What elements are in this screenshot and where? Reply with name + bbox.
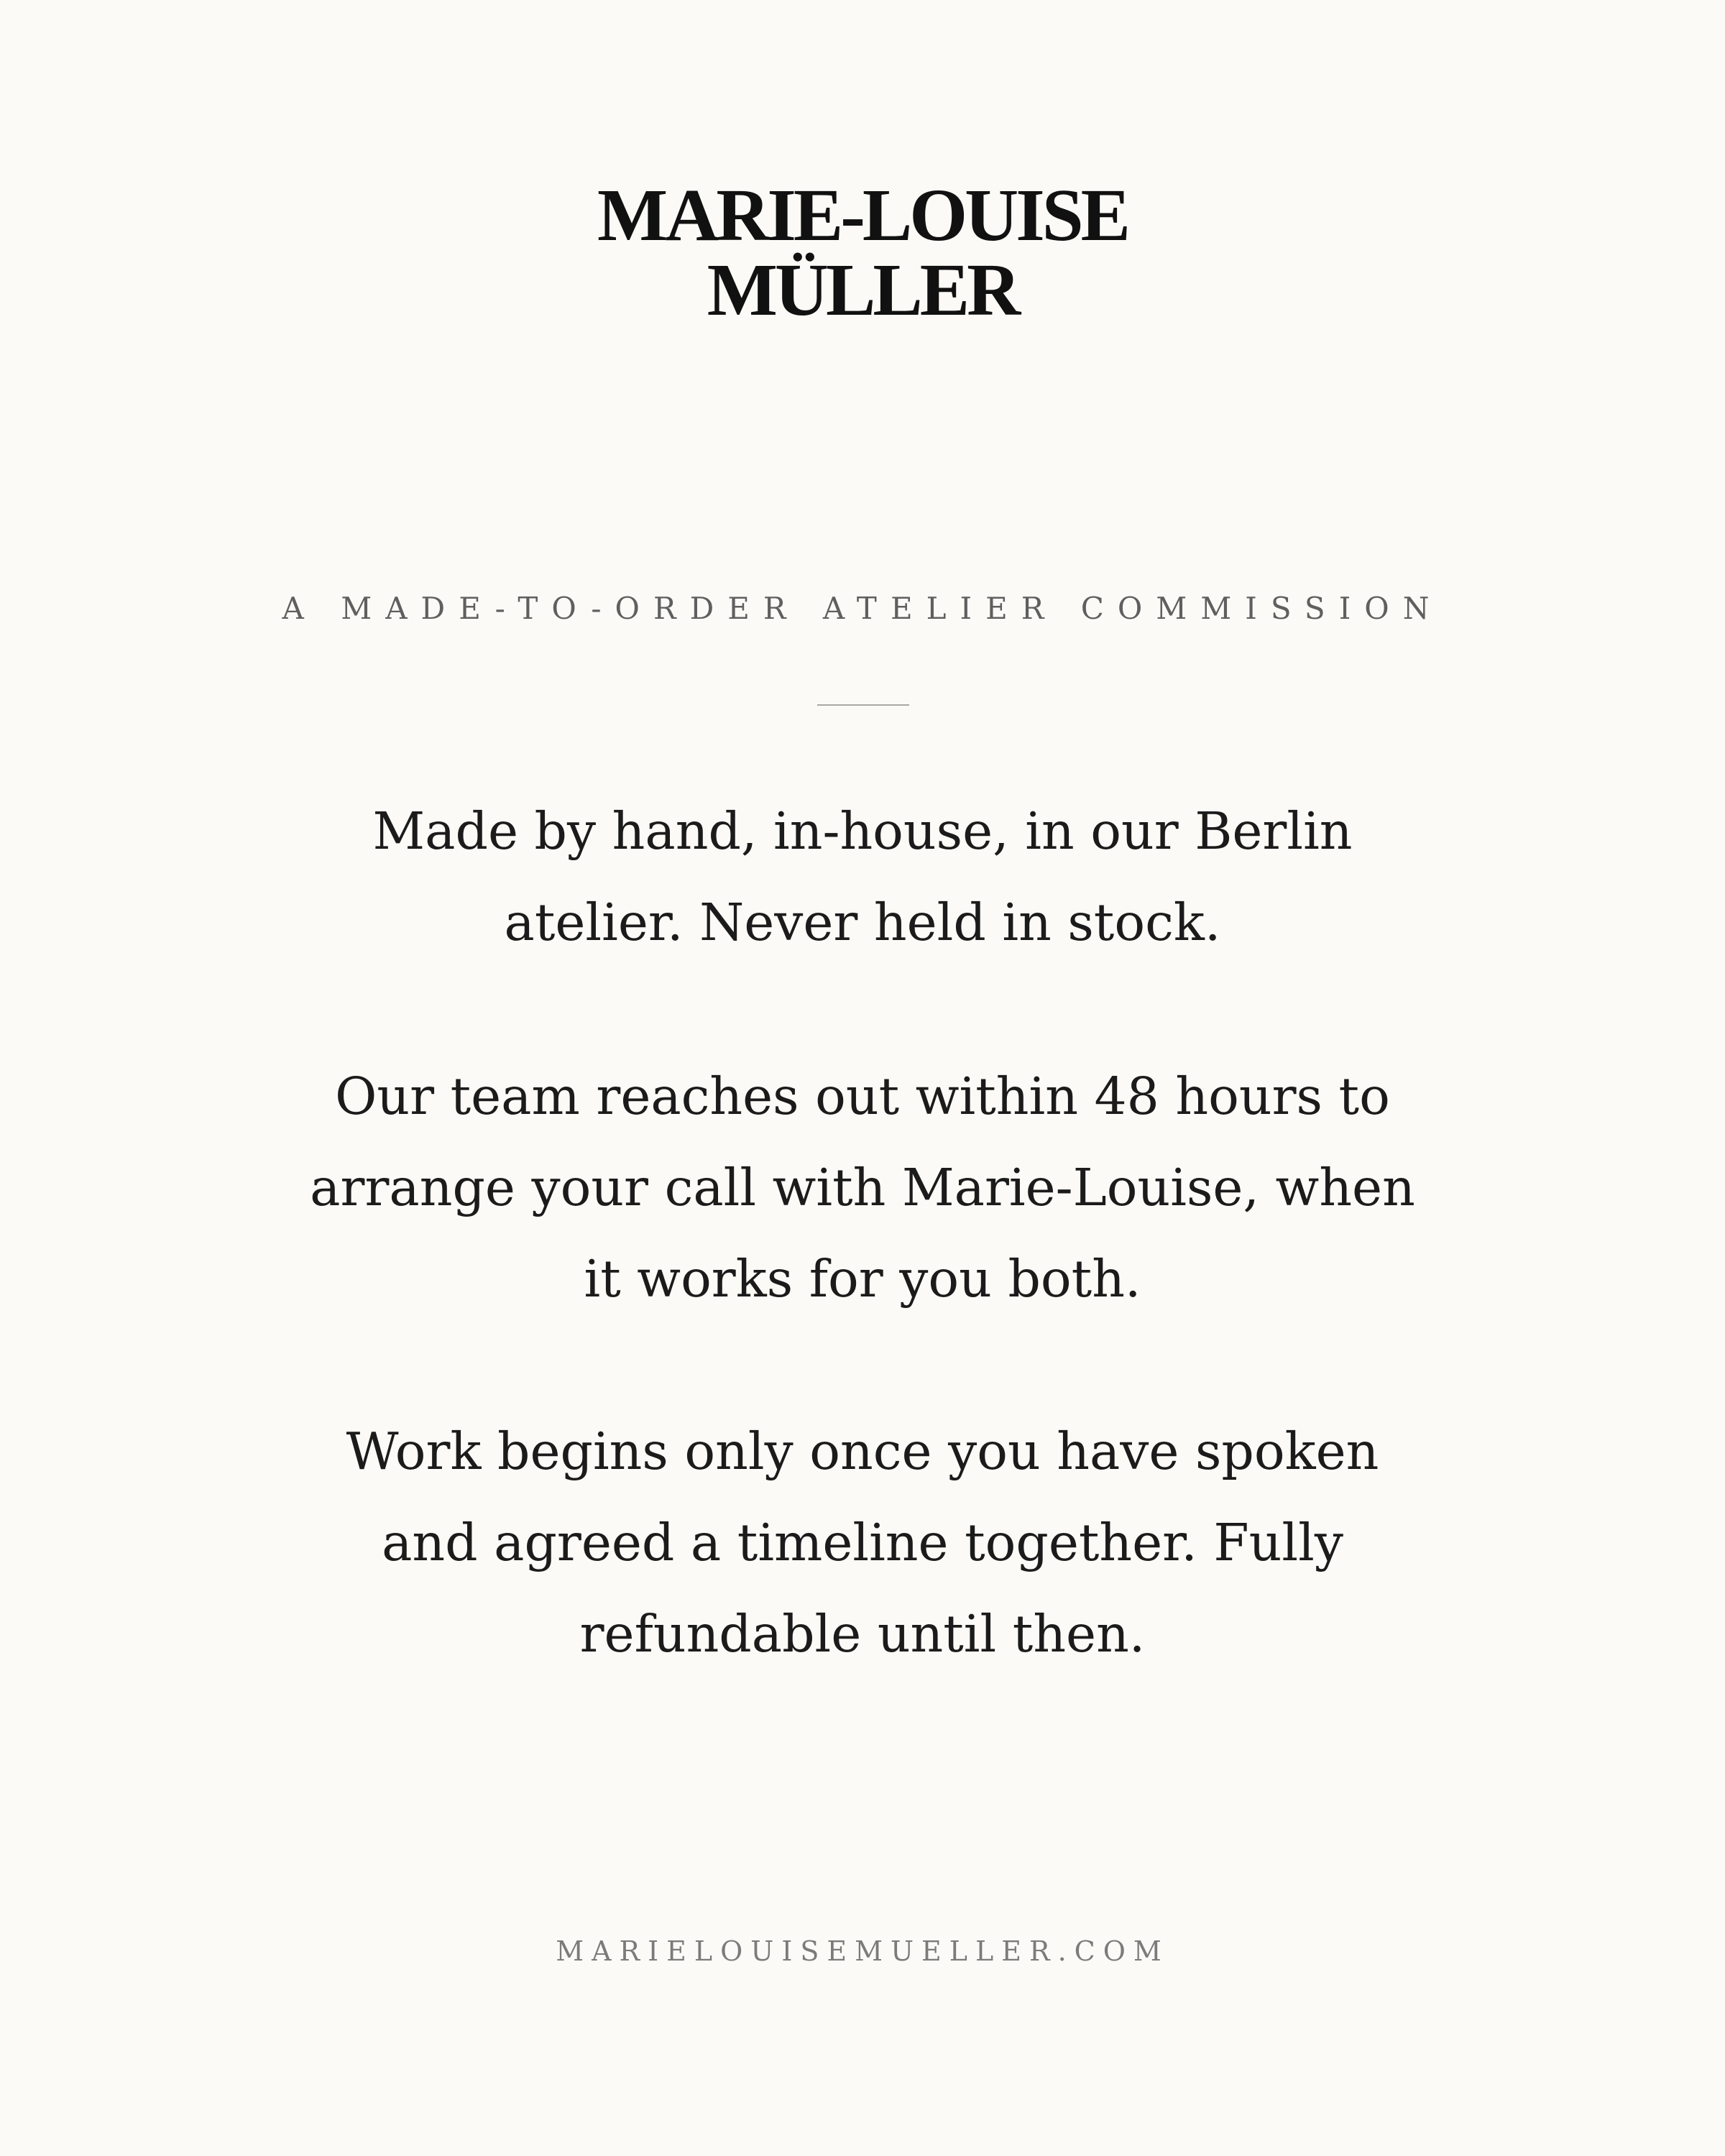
paragraph-line: Our team reaches out within 48 hours to <box>335 1067 1390 1126</box>
paragraph-contact <box>216 1051 1509 1325</box>
paragraph-refund <box>216 1406 1509 1680</box>
paragraph-line: Made by hand, in-house, in our Berlin <box>372 801 1353 861</box>
paragraph-handmade <box>216 786 1509 968</box>
brand-line-2: MÜLLER <box>707 249 1018 331</box>
paragraph-line: arrange your call with Marie-Louise, when <box>310 1158 1415 1217</box>
paragraph-line: it works for you both. <box>584 1249 1141 1309</box>
section-divider <box>817 704 909 706</box>
brand-wordmark <box>0 174 1725 331</box>
paragraph-line: Work begins only once you have spoken <box>346 1422 1379 1481</box>
commission-subtitle: A MADE-TO-ORDER ATELIER COMMISSION <box>282 591 1443 626</box>
paragraph-line: refundable until then. <box>579 1604 1146 1664</box>
website-url: MARIELOUISEMUELLER.COM <box>556 1935 1169 1967</box>
paragraph-line: and agreed a timeline together. Fully <box>382 1513 1343 1572</box>
paragraph-line: atelier. Never held in stock. <box>504 893 1221 952</box>
brand-line-1: MARIE-LOUISE <box>597 174 1128 257</box>
